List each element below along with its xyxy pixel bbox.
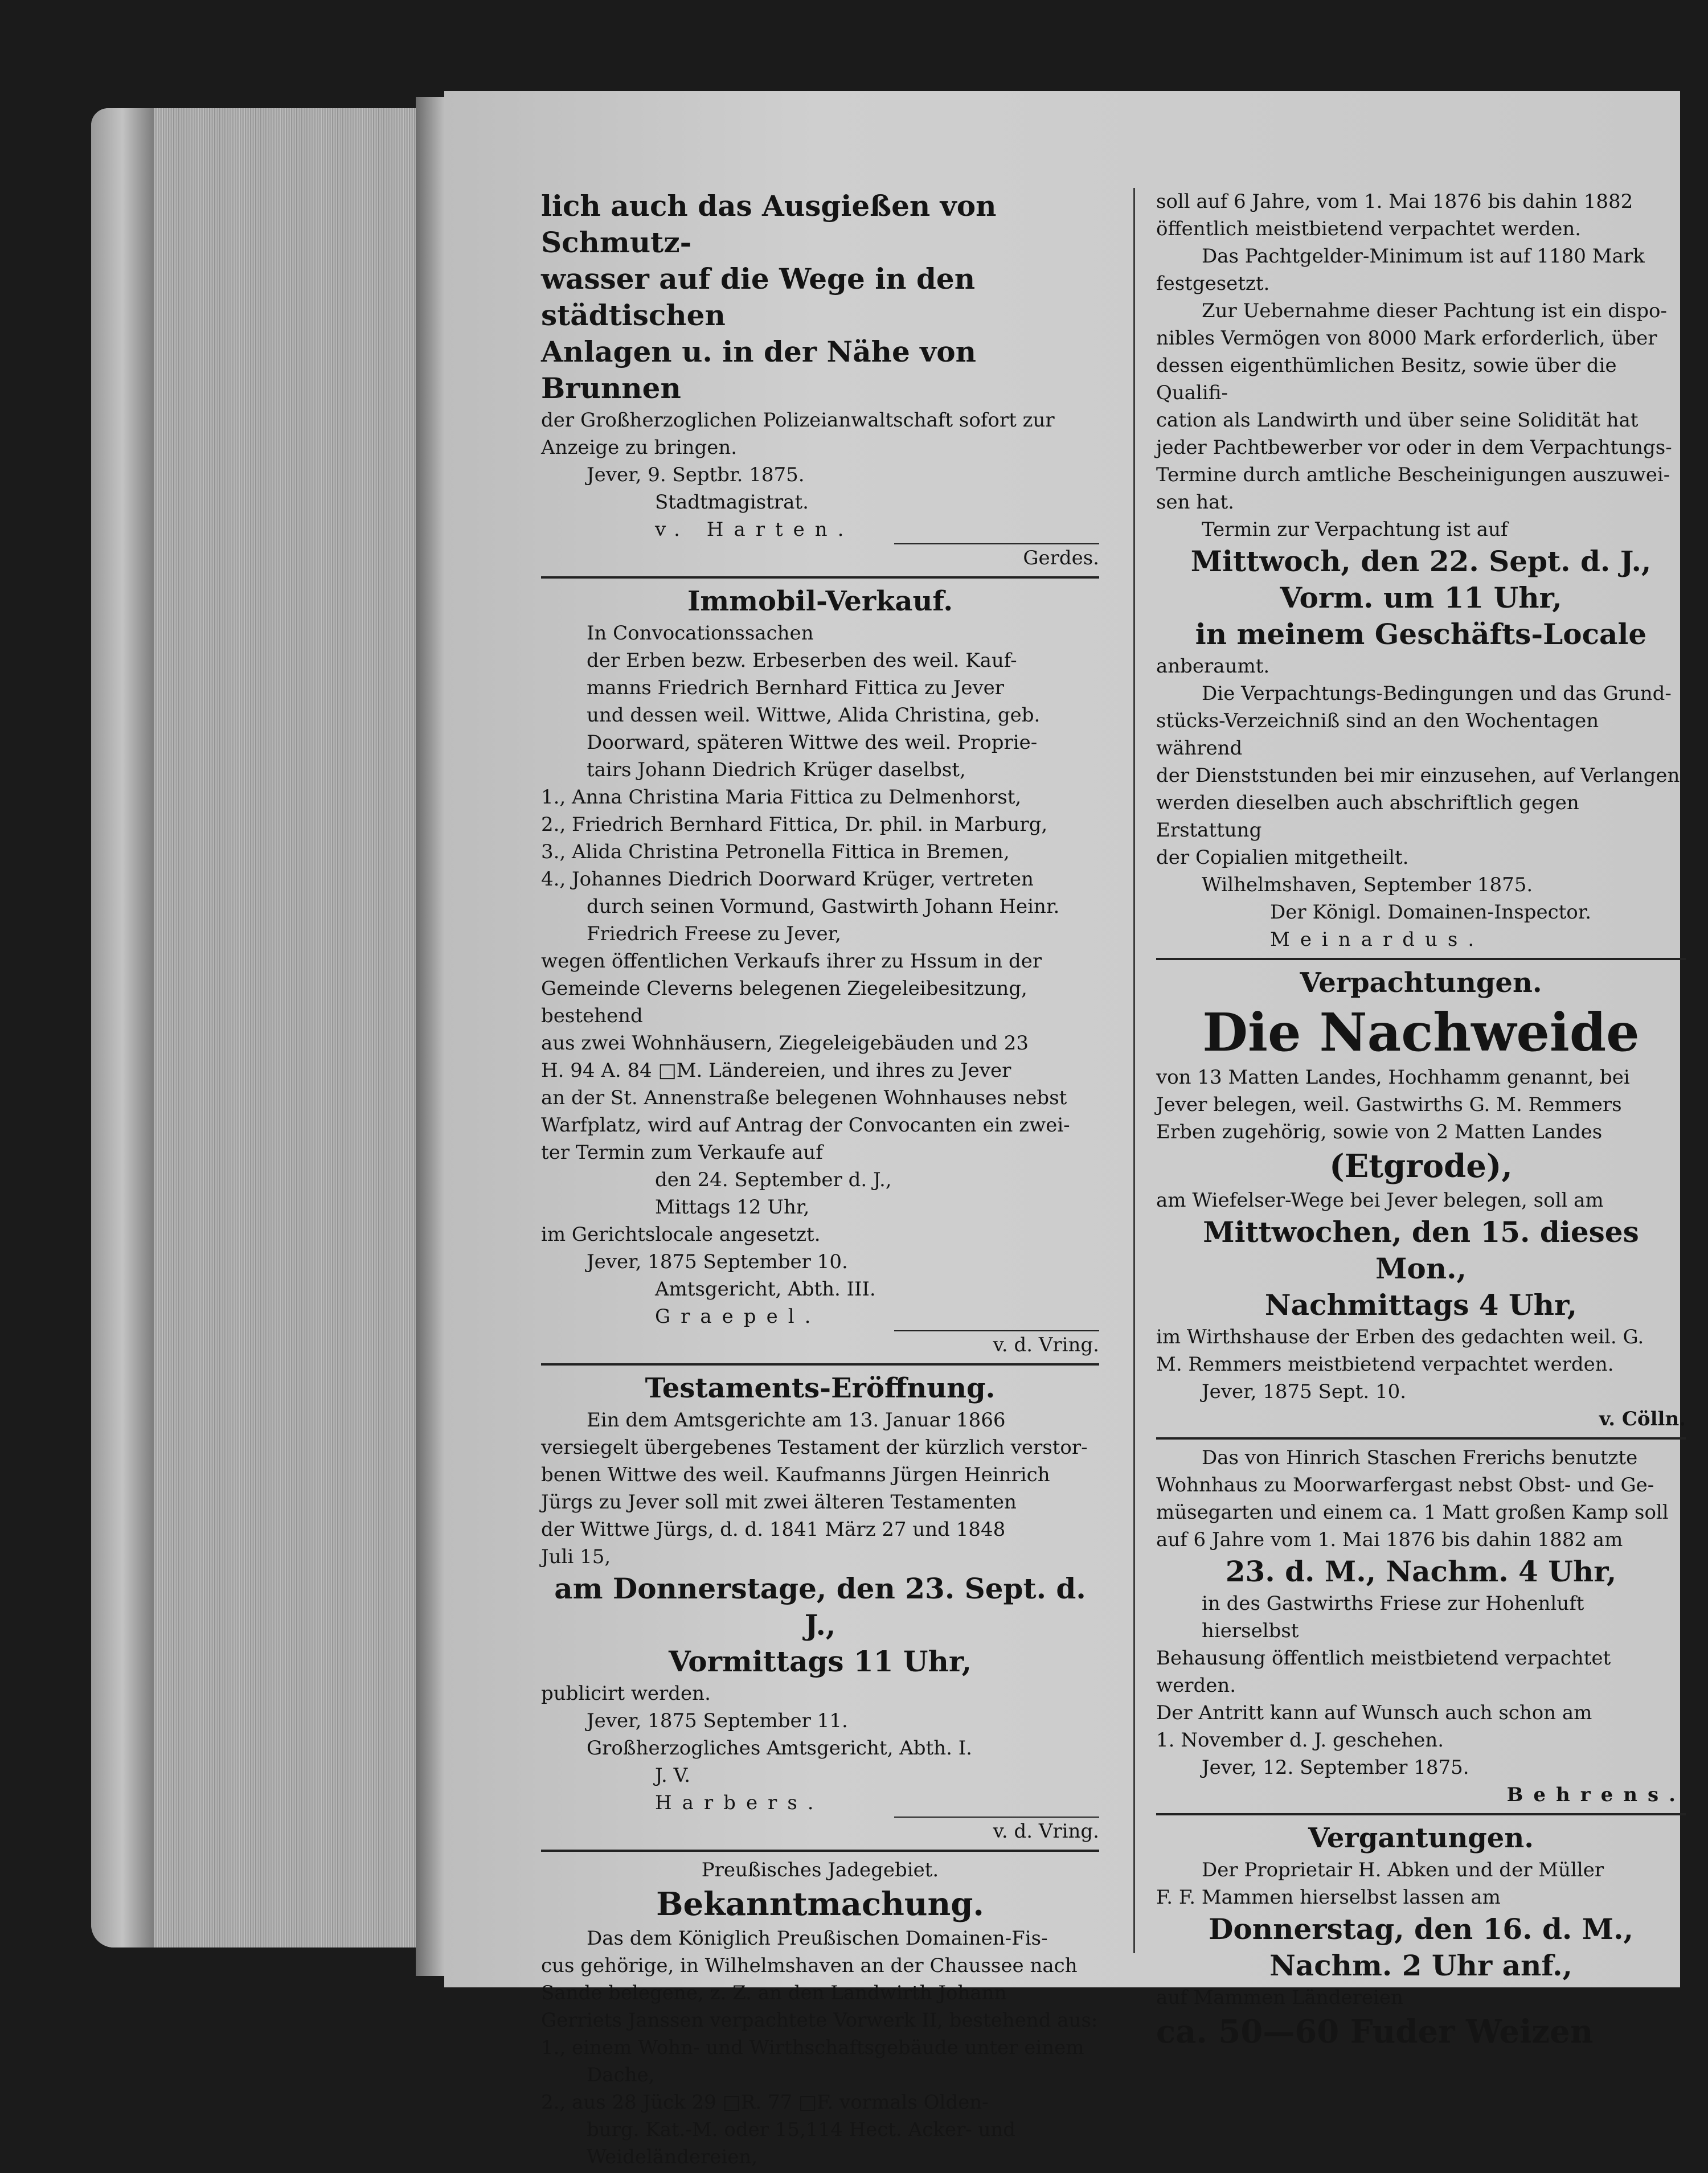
notice-when: Vorm. um 11 Uhr, bbox=[1280, 581, 1562, 614]
notice-line: Das Pachtgelder-Minimum ist auf 1180 Mark bbox=[1202, 245, 1645, 268]
notice-line: im Wirthshause der Erben des gedachten weil. G. bbox=[1156, 1326, 1644, 1348]
notice-line: soll auf 6 Jahre, vom 1. Mai 1876 bis dahin 1882 bbox=[1156, 190, 1633, 213]
notice-title: ca. 50—60 Fuder Weizen bbox=[1156, 2013, 1594, 2051]
notice-when: Mittags 12 Uhr, bbox=[655, 1196, 810, 1219]
left-column bbox=[541, 188, 1099, 2173]
notice-line: Der Antritt kann auf Wunsch auch schon am bbox=[1156, 1702, 1592, 1724]
notice-vergantungen bbox=[1156, 1820, 1686, 2052]
section-rule bbox=[1156, 1813, 1686, 1815]
notice-line: Friedrich Freese zu Jever, bbox=[587, 922, 841, 945]
notice-line: Erben zugehörig, sowie von 2 Matten Landes bbox=[1156, 1121, 1603, 1143]
notice-date: Jever, 1875 September 11. bbox=[587, 1709, 848, 1732]
notice-line: ter Termin zum Verkaufe auf bbox=[541, 1141, 823, 1164]
notice-when: in meinem Geschäfts-Locale bbox=[1195, 617, 1647, 651]
notice-line: der Copialien mitgetheilt. bbox=[1156, 846, 1409, 869]
notice-line: 1., Anna Christina Maria Fittica zu Delmenhorst, bbox=[541, 786, 1022, 809]
notice-line: Zur Uebernahme dieser Pachtung ist ein dispo- bbox=[1202, 300, 1668, 322]
notice-line: müsegarten und einem ca. 1 Matt großen Kamp soll bbox=[1156, 1501, 1669, 1524]
notice-line: der Dienststunden bei mir einzusehen, auf Verlangen bbox=[1156, 764, 1680, 787]
notice-line: cus gehörige, in Wilhelmshaven an der Chaussee nach bbox=[541, 1954, 1078, 1977]
notice-title: (Etgrode), bbox=[1329, 1147, 1513, 1185]
notice-line: auf 6 Jahre vom 1. Mai 1876 bis dahin 1882 am bbox=[1156, 1528, 1623, 1551]
notice-line: aus zwei Wohnhäusern, Ziegeleigebäuden und 23 bbox=[541, 1032, 1029, 1055]
notice-line: öffentlich meistbietend verpachtet werden. bbox=[1156, 218, 1582, 240]
notice-line: Anlagen u. in der Nähe von Brunnen bbox=[541, 335, 976, 405]
notice-line: wasser auf die Wege in den städtischen bbox=[541, 262, 976, 332]
notice-line: in des Gastwirths Friese zur Hohenluft hierselbst bbox=[1202, 1592, 1584, 1642]
notice-line: im Gerichtslocale angesetzt. bbox=[541, 1223, 821, 1246]
notice-line: Das von Hinrich Staschen Frerichs benutzte bbox=[1202, 1446, 1638, 1469]
notice-wohnhaus bbox=[1156, 1444, 1686, 1809]
notice-when: Donnerstag, den 16. d. M., bbox=[1209, 1912, 1633, 1946]
notice-line: Wohnhaus zu Moorwarfergast nebst Obst- und Ge- bbox=[1156, 1474, 1654, 1496]
column-divider bbox=[1133, 188, 1135, 1953]
notice-line: dessen eigenthümlichen Besitz, sowie über die Qualifi- bbox=[1156, 354, 1617, 404]
notice-line: am Wiefelser-Wege bei Jever belegen, soll am bbox=[1156, 1189, 1604, 1212]
notice-line: von 13 Matten Landes, Hochhamm genannt, bei bbox=[1156, 1066, 1630, 1089]
notice-line: Termin zur Verpachtung ist auf bbox=[1202, 518, 1508, 541]
notice-court: Großherzogliches Amtsgericht, Abth. I. bbox=[587, 1737, 972, 1760]
notice-heading: Bekanntmachung. bbox=[656, 1885, 984, 1923]
notice-vorwerk-continued bbox=[1156, 188, 1686, 953]
notice-signer: v. Cölln. bbox=[1599, 1408, 1686, 1430]
notice-line: Doorward, späteren Wittwe des weil. Proprie- bbox=[587, 731, 1038, 754]
notice-line: Warfplatz, wird auf Antrag der Convocanten ein zwei- bbox=[541, 1114, 1070, 1137]
section-rule bbox=[541, 576, 1099, 579]
book-cover bbox=[91, 108, 154, 1948]
notice-line: lich auch das Ausgießen von Schmutz- bbox=[541, 189, 997, 259]
notice-line: Termine durch amtliche Bescheinigungen auszuwei- bbox=[1156, 464, 1670, 486]
notice-date: Jever, 1875 Sept. 10. bbox=[1202, 1380, 1407, 1403]
notice-date: Wilhelmshaven, September 1875. bbox=[1202, 874, 1533, 896]
notice-line: anberaumt. bbox=[1156, 655, 1270, 678]
notice-line: jeder Pachtbewerber vor oder in dem Verpachtungs- bbox=[1156, 436, 1672, 459]
notice-bekanntmachung bbox=[541, 1856, 1099, 2171]
notice-line: tairs Johann Diedrich Krüger daselbst, bbox=[587, 758, 966, 781]
notice-title: Die Nachweide bbox=[1202, 1002, 1640, 1063]
notice-line: Das dem Königlich Preußischen Domainen-Fis- bbox=[587, 1927, 1048, 1950]
notice-line: und dessen weil. Wittwe, Alida Christina, geb. bbox=[587, 704, 1041, 727]
notice-line: 1. November d. J. geschehen. bbox=[1156, 1729, 1444, 1752]
notice-court: Amtsgericht, Abth. III. bbox=[655, 1278, 876, 1301]
notice-printer: v. d. Vring. bbox=[993, 1334, 1099, 1356]
notice-line: Jever belegen, weil. Gastwirths G. M. Remmers bbox=[1156, 1093, 1622, 1116]
notice-line: Gemeinde Cleverns belegenen Ziegeleibesitzung, bestehend bbox=[541, 977, 1027, 1027]
notice-line: versiegelt übergebenes Testament der kürzlich verstor- bbox=[541, 1436, 1088, 1459]
notice-heading: Vergantungen. bbox=[1308, 1822, 1534, 1854]
notice-line: festgesetzt. bbox=[1156, 272, 1270, 295]
notice-line: der Erben bezw. Erbeserben des weil. Kauf- bbox=[587, 649, 1017, 672]
section-rule bbox=[1156, 1437, 1686, 1440]
notice-iv: J. V. bbox=[655, 1764, 691, 1787]
notice-line: M. Remmers meistbietend verpachtet werden. bbox=[1156, 1353, 1614, 1376]
page-gutter bbox=[416, 97, 444, 1976]
notice-line: Weideländereien, bbox=[587, 2146, 758, 2168]
section-rule bbox=[541, 1363, 1099, 1366]
notice-line: Ein dem Amtsgerichte am 13. Januar 1866 bbox=[587, 1409, 1006, 1432]
notice-line: 3., Alida Christina Petronella Fittica in Bremen, bbox=[541, 840, 1010, 863]
notice-line: F. F. Mammen hierselbst lassen am bbox=[1156, 1886, 1501, 1909]
notice-signer: Behrens. bbox=[1506, 1784, 1686, 1806]
notice-heading: Verpachtungen. bbox=[1300, 967, 1542, 999]
notice-line: Sande belegene, z. Z. an den Landwirth Johann bbox=[541, 1982, 1007, 2004]
notice-sewage bbox=[541, 188, 1099, 572]
notice-line: cation als Landwirth und über seine Solidität hat bbox=[1156, 409, 1639, 432]
notice-line: der Wittwe Jürgs, d. d. 1841 März 27 und 1848 bbox=[541, 1518, 1006, 1541]
notice-line: an der St. Annenstraße belegenen Wohnhauses nebst bbox=[541, 1086, 1067, 1109]
notice-authority: Stadtmagistrat. bbox=[655, 491, 809, 514]
notice-date: Jever, 12. September 1875. bbox=[1202, 1756, 1469, 1779]
notice-line: 2., Friedrich Bernhard Fittica, Dr. phil. in Marburg, bbox=[541, 813, 1048, 836]
notice-line: 1., einem Wohn- und Wirthschaftsgebäude unter einem bbox=[541, 2036, 1084, 2059]
notice-line: benen Wittwe des weil. Kaufmanns Jürgen Heinrich bbox=[541, 1463, 1050, 1486]
notice-line: der Großherzoglichen Polizeianwaltschaft sofort zur bbox=[541, 409, 1055, 432]
notice-testament bbox=[541, 1370, 1099, 1845]
notice-line: burg. Kat.-M. oder 15,114 Hect. Acker- und bbox=[587, 2118, 1016, 2141]
notice-when: Vormittags 11 Uhr, bbox=[669, 1645, 972, 1678]
notice-line: durch seinen Vormund, Gastwirth Johann Heinr. bbox=[587, 895, 1060, 918]
notice-heading: Testaments-Eröffnung. bbox=[645, 1372, 996, 1404]
notice-line: H. 94 A. 84 □M. Ländereien, und ihres zu Jever bbox=[541, 1059, 1011, 1082]
notice-when: Nachmittags 4 Uhr, bbox=[1264, 1288, 1578, 1322]
notice-when: am Donnerstage, den 23. Sept. d. J., bbox=[554, 1572, 1086, 1642]
notice-line: werden dieselben auch abschriftlich gegen Erstattung bbox=[1156, 792, 1579, 842]
notice-line: Jürgs zu Jever soll mit zwei älteren Testamenten bbox=[541, 1491, 1017, 1514]
notice-line: wegen öffentlichen Verkaufs ihrer zu Hssum in der bbox=[541, 950, 1042, 973]
notice-line: Behausung öffentlich meistbietend verpachtet werden. bbox=[1156, 1647, 1611, 1697]
notice-line: Der Proprietair H. Abken und der Müller bbox=[1202, 1859, 1604, 1881]
notice-line: publicirt werden. bbox=[541, 1682, 711, 1705]
notice-signer: Harbers. bbox=[655, 1791, 824, 1814]
notice-signer: Meinardus. bbox=[1270, 928, 1485, 951]
notice-line: Dache, bbox=[587, 2064, 655, 2086]
notice-line: Anzeige zu bringen. bbox=[541, 436, 738, 459]
notice-line: Juli 15, bbox=[541, 1545, 611, 1568]
notice-line: Die Verpachtungs-Bedingungen und das Grund- bbox=[1202, 682, 1672, 705]
notice-printer: Gerdes. bbox=[1023, 547, 1099, 569]
notice-date: Jever, 9. Septbr. 1875. bbox=[587, 464, 805, 486]
notice-office: Der Königl. Domainen-Inspector. bbox=[1270, 901, 1592, 924]
notice-immobil-verkauf bbox=[541, 583, 1099, 1359]
right-column bbox=[1156, 188, 1686, 2055]
notice-line: 4., Johannes Diedrich Doorward Krüger, vertreten bbox=[541, 868, 1034, 891]
notice-when: 23. d. M., Nachm. 4 Uhr, bbox=[1225, 1555, 1617, 1588]
notice-line: In Convocationssachen bbox=[587, 622, 814, 645]
notice-line: sen hat. bbox=[1156, 491, 1234, 514]
section-rule bbox=[541, 1850, 1099, 1852]
notice-line: auf Mammen Ländereien bbox=[1156, 1986, 1403, 2009]
notice-when: Nachm. 2 Uhr anf., bbox=[1269, 1949, 1572, 1982]
notice-date: Jever, 1875 September 10. bbox=[587, 1250, 848, 1273]
notice-heading: Immobil-Verkauf. bbox=[687, 585, 953, 617]
notice-when: den 24. September d. J., bbox=[655, 1168, 892, 1191]
notice-line: Gerriets Janssen verpachtete Vorwerk II, bestehend aus: bbox=[541, 2009, 1098, 2032]
notice-signer: v. Harten. bbox=[655, 518, 854, 541]
notice-nachweide bbox=[1156, 965, 1686, 1433]
notice-when: Mittwoch, den 22. Sept. d. J., bbox=[1190, 544, 1652, 578]
section-rule bbox=[1156, 958, 1686, 960]
notice-line: manns Friedrich Bernhard Fittica zu Jever bbox=[587, 676, 1005, 699]
notice-printer: v. d. Vring. bbox=[993, 1820, 1099, 1843]
notice-signer: Graepel. bbox=[655, 1305, 821, 1328]
notice-when: Mittwochen, den 15. dieses Mon., bbox=[1203, 1215, 1639, 1285]
notice-line: 2., aus 28 Jück 29 □R. 77 □F. vormals Olden- bbox=[541, 2091, 989, 2114]
notice-region: Preußisches Jadegebiet. bbox=[701, 1859, 939, 1881]
notice-line: nibles Vermögen von 8000 Mark erforderlich, über bbox=[1156, 327, 1657, 350]
notice-line: stücks-Verzeichniß sind an den Wochentagen während bbox=[1156, 710, 1599, 760]
